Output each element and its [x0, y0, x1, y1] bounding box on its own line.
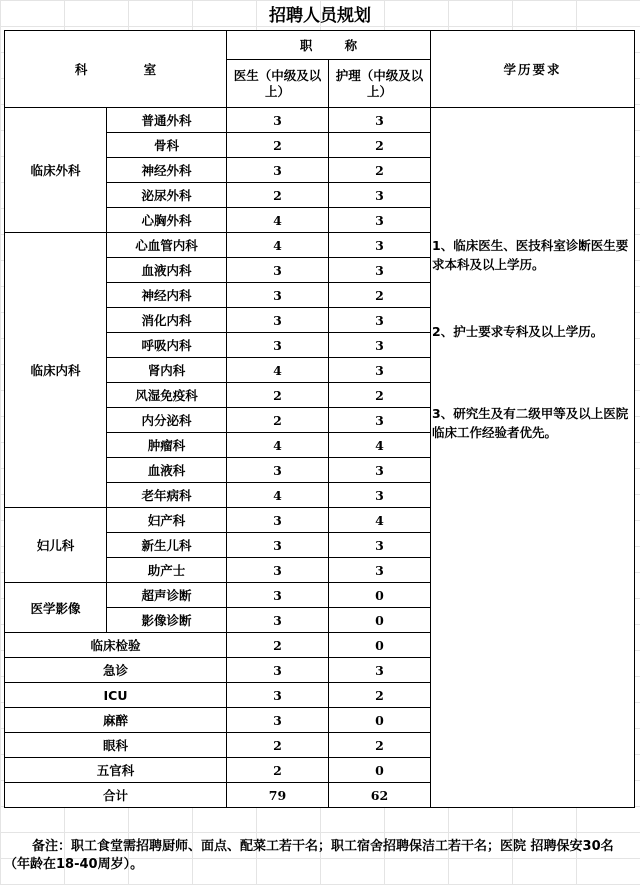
doctor-count: 2: [227, 733, 329, 758]
dept-name: 五官科: [5, 758, 227, 783]
group-internal: 临床内科: [5, 233, 107, 508]
nurse-count: 0: [329, 608, 431, 633]
header-education: 学历要求: [431, 31, 635, 108]
doctor-count: 3: [227, 458, 329, 483]
doctor-count: 3: [227, 583, 329, 608]
nurse-count: 3: [329, 458, 431, 483]
requirement-item: 2、护士要求专科及以上学历。: [432, 324, 604, 339]
dept-name: 肿瘤科: [107, 433, 227, 458]
nurse-count: 3: [329, 658, 431, 683]
doctor-count: 3: [227, 333, 329, 358]
nurse-count: 3: [329, 258, 431, 283]
nurse-count: 4: [329, 433, 431, 458]
nurse-count: 2: [329, 133, 431, 158]
doctor-count: 3: [227, 683, 329, 708]
dept-name: 消化内科: [107, 308, 227, 333]
doctor-count: 2: [227, 383, 329, 408]
doctor-count: 3: [227, 258, 329, 283]
nurse-count: 2: [329, 383, 431, 408]
nurse-count: 3: [329, 358, 431, 383]
dept-name: 普通外科: [107, 108, 227, 133]
requirement-item: 3、研究生及有二级甲等及以上医院临床工作经验者优先。: [432, 406, 629, 440]
nurse-count: 3: [329, 483, 431, 508]
dept-name: 血液内科: [107, 258, 227, 283]
requirement-item: 1、临床医生、医技科室诊断医生要求本科及以上学历。: [432, 238, 629, 272]
nurse-count: 2: [329, 283, 431, 308]
doctor-count: 4: [227, 358, 329, 383]
nurse-count: 3: [329, 558, 431, 583]
footnote: 备注：职工食堂需招聘厨师、面点、配菜工若干名；职工宿舍招聘保洁工若干名；医院 招聘保安30名（年龄在18-40周岁）。: [4, 839, 614, 872]
doctor-count: 3: [227, 658, 329, 683]
dept-name: 呼吸内科: [107, 333, 227, 358]
dept-name: 影像诊断: [107, 608, 227, 633]
nurse-count: 3: [329, 183, 431, 208]
doctor-count: 3: [227, 283, 329, 308]
dept-name: 心血管内科: [107, 233, 227, 258]
doctor-count: 3: [227, 508, 329, 533]
nurse-count: 3: [329, 233, 431, 258]
nurse-count: 2: [329, 158, 431, 183]
doctor-count: 3: [227, 308, 329, 333]
header-nurse: 护理（中级及以上）: [329, 60, 431, 108]
header-doctor: 医生（中级及以上）: [227, 60, 329, 108]
doctor-count: 2: [227, 633, 329, 658]
education-requirements: [431, 108, 635, 808]
nurse-count: 2: [329, 733, 431, 758]
nurse-count: 2: [329, 683, 431, 708]
doctor-count: 2: [227, 133, 329, 158]
dept-name: ICU: [5, 683, 227, 708]
dept-name: 妇产科: [107, 508, 227, 533]
dept-name: 临床检验: [5, 633, 227, 658]
nurse-count: 3: [329, 208, 431, 233]
dept-name: 新生儿科: [107, 533, 227, 558]
group-imaging: 医学影像: [5, 583, 107, 633]
doctor-count: 4: [227, 433, 329, 458]
nurse-count: 3: [329, 308, 431, 333]
nurse-count: 0: [329, 633, 431, 658]
total-nurse: 62: [329, 783, 431, 808]
dept-name: 老年病科: [107, 483, 227, 508]
table-row: [5, 108, 635, 133]
total-label: 合计: [5, 783, 227, 808]
dept-name: 泌尿外科: [107, 183, 227, 208]
doctor-count: 3: [227, 158, 329, 183]
dept-name: 急诊: [5, 658, 227, 683]
group-surgery: 临床外科: [5, 108, 107, 233]
dept-name: 神经外科: [107, 158, 227, 183]
nurse-count: 3: [329, 533, 431, 558]
header-title: 职 称: [227, 31, 431, 60]
doctor-count: 3: [227, 608, 329, 633]
dept-name: 助产士: [107, 558, 227, 583]
doctor-count: 2: [227, 758, 329, 783]
dept-name: 肾内科: [107, 358, 227, 383]
nurse-count: 3: [329, 333, 431, 358]
header-dept: 科 室: [5, 31, 227, 108]
nurse-count: 3: [329, 108, 431, 133]
group-obgyn: 妇儿科: [5, 508, 107, 583]
dept-name: 眼科: [5, 733, 227, 758]
dept-name: 麻醉: [5, 708, 227, 733]
doctor-count: 4: [227, 483, 329, 508]
dept-name: 风湿免疫科: [107, 383, 227, 408]
nurse-count: 0: [329, 583, 431, 608]
dept-name: 神经内科: [107, 283, 227, 308]
doctor-count: 3: [227, 558, 329, 583]
dept-name: 心胸外科: [107, 208, 227, 233]
dept-name: 骨科: [107, 133, 227, 158]
nurse-count: 4: [329, 508, 431, 533]
doctor-count: 3: [227, 708, 329, 733]
nurse-count: 3: [329, 408, 431, 433]
dept-name: 超声诊断: [107, 583, 227, 608]
doctor-count: 2: [227, 183, 329, 208]
page-title: 招聘人员规划: [269, 6, 371, 26]
doctor-count: 2: [227, 408, 329, 433]
doctor-count: 3: [227, 108, 329, 133]
dept-name: 血液科: [107, 458, 227, 483]
nurse-count: 0: [329, 708, 431, 733]
total-doctor: 79: [227, 783, 329, 808]
doctor-count: 4: [227, 208, 329, 233]
dept-name: 内分泌科: [107, 408, 227, 433]
nurse-count: 0: [329, 758, 431, 783]
doctor-count: 3: [227, 533, 329, 558]
doctor-count: 4: [227, 233, 329, 258]
